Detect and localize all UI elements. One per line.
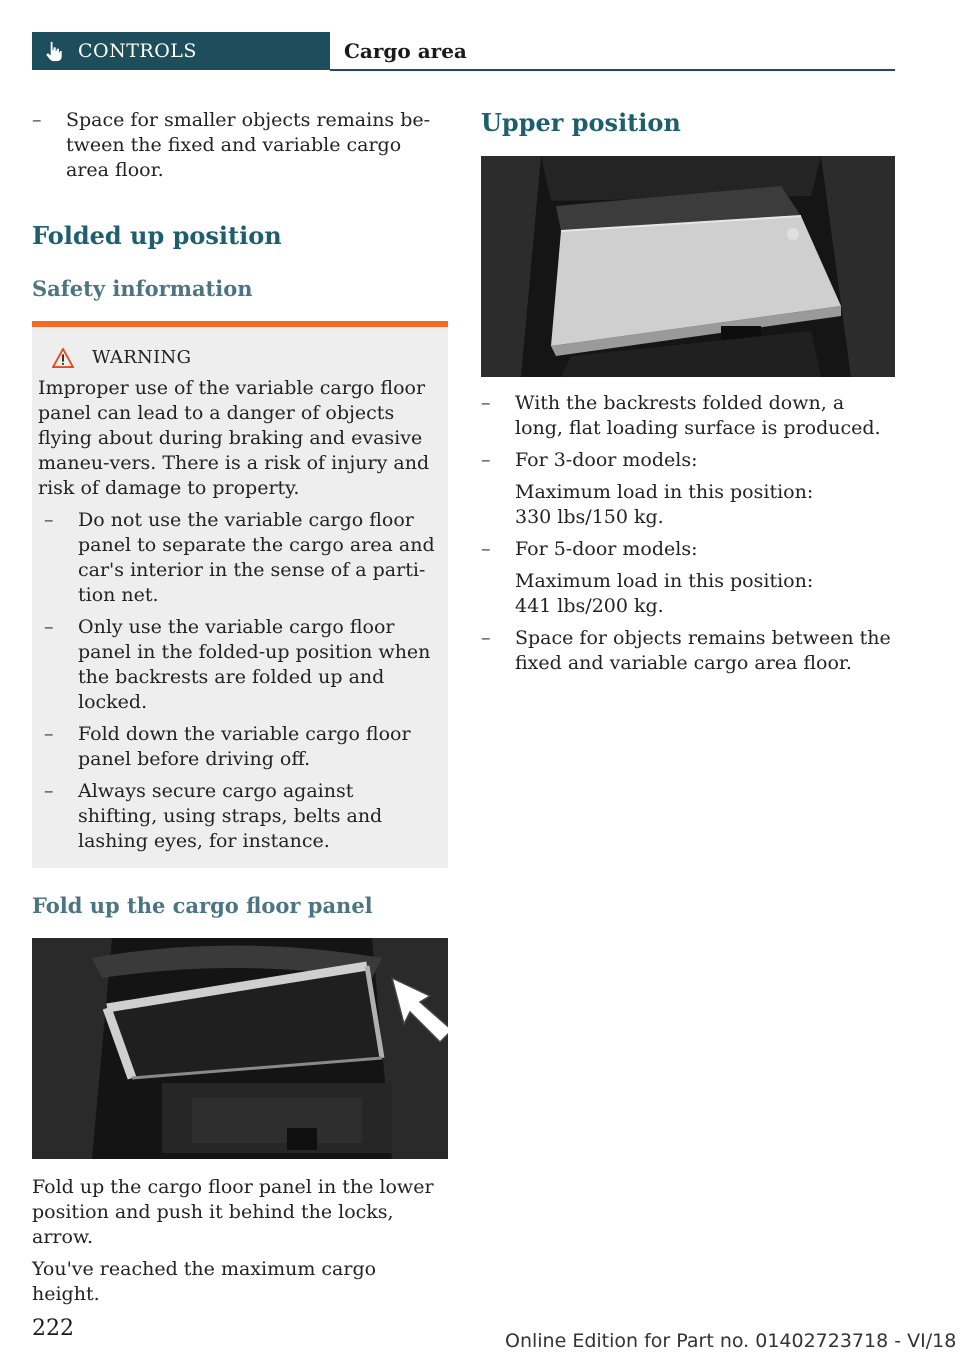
section-label: CONTROLS xyxy=(78,40,197,62)
bullet-dash: – xyxy=(481,392,491,414)
list-item xyxy=(481,537,895,562)
list-item xyxy=(481,448,895,473)
bullet-text: Space for smaller objects remains be-tween the fixed and variable cargo area floor. xyxy=(66,109,431,181)
warning-title xyxy=(38,345,438,370)
bullet-text: Fold down the variable cargo floor panel before driving off. xyxy=(78,723,411,770)
bullet-dash: – xyxy=(44,723,54,745)
heading-folded-up: Folded up position xyxy=(32,221,282,250)
page-number: 222 xyxy=(32,1316,74,1341)
header-rule xyxy=(330,69,895,71)
section-tab xyxy=(32,32,330,70)
load-value: 330 lbs/150 kg. xyxy=(515,506,664,528)
list-item xyxy=(481,626,895,676)
heading-fold-up-panel: Fold up the cargo floor panel xyxy=(32,893,373,918)
bullet-dash: – xyxy=(44,780,54,802)
load-info xyxy=(481,569,895,619)
load-label: Maximum load in this position: xyxy=(515,570,814,592)
page-header xyxy=(32,32,895,70)
bullet-dash: – xyxy=(32,109,42,131)
right-column xyxy=(481,108,895,683)
topic-title: Cargo area xyxy=(344,39,467,63)
bullet-text: Always secure cargo against shifting, using straps, belts and lashing eyes, for instance. xyxy=(78,780,383,852)
bullet-dash: – xyxy=(481,538,491,560)
list-item xyxy=(44,615,438,715)
list-item xyxy=(481,391,895,441)
warning-body: Improper use of the variable cargo floor panel can lead to a danger of objects flying about during braking and evasive maneu-vers. There is a risk of injury and risk of damage to property. xyxy=(38,377,430,499)
bullet-dash: – xyxy=(481,449,491,471)
hand-pointer-icon xyxy=(42,40,64,62)
edition-footer: Online Edition for Part no. 01402723718 - VI/18 xyxy=(505,1330,957,1352)
warning-triangle-icon xyxy=(52,348,74,368)
bullet-text: For 5-door models: xyxy=(515,538,698,560)
result-paragraph: You've reached the maximum cargo height. xyxy=(32,1258,377,1305)
list-item xyxy=(44,779,438,854)
warning-title-text: WARNING xyxy=(92,347,192,368)
warning-box xyxy=(32,321,448,868)
cargo-floor-upper-photo xyxy=(481,156,895,377)
load-info xyxy=(481,480,895,530)
bullet-dash: – xyxy=(44,616,54,638)
left-column xyxy=(32,108,448,1314)
bullet-text: Space for objects remains between the fixed and variable cargo area floor. xyxy=(515,627,891,674)
heading-safety-information: Safety information xyxy=(32,276,253,301)
instruction-paragraph: Fold up the cargo floor panel in the lower position and push it behind the locks, arrow. xyxy=(32,1176,434,1248)
bullet-dash: – xyxy=(44,509,54,531)
cargo-floor-folded-photo xyxy=(32,938,448,1159)
list-item xyxy=(44,722,438,772)
load-label: Maximum load in this position: xyxy=(515,481,814,503)
load-value: 441 lbs/200 kg. xyxy=(515,595,664,617)
bullet-text: For 3-door models: xyxy=(515,449,698,471)
heading-upper-position: Upper position xyxy=(481,108,681,137)
bullet-text: Only use the variable cargo floor panel in the folded-up position when the backrests are folded up and locked. xyxy=(78,616,431,713)
list-item xyxy=(32,108,448,183)
bullet-text: Do not use the variable cargo floor panel to separate the cargo area and car's interior in the sense of a parti-tion net. xyxy=(78,509,435,606)
bullet-text: With the backrests folded down, a long, flat loading surface is produced. xyxy=(515,392,881,439)
list-item xyxy=(44,508,438,608)
bullet-dash: – xyxy=(481,627,491,649)
